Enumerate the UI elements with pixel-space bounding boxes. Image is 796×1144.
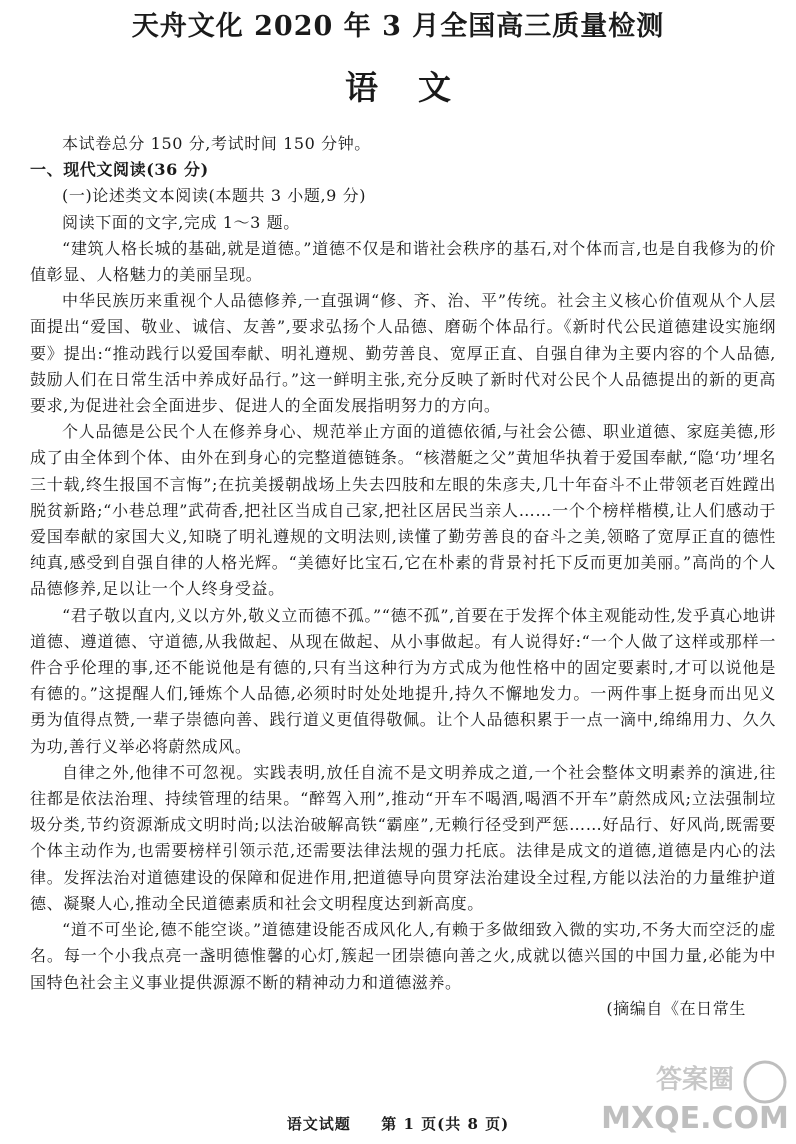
watermark-logo xyxy=(600,1052,790,1138)
footer-label: 语文试题 xyxy=(286,1115,351,1133)
watermark-graphic xyxy=(600,1052,790,1138)
paragraph: “道不可坐论,德不能空谈。”道德建设能否成风化人,有赖于多做细致入微的实功,不务大而空泛的虚名。每一个小我点亮一盏明德惟馨的心灯,簇起一团崇德向善之火,成就以德兴国的中国力量,必能为中国特色社会主义事业提供源源不断的精神动力和道德滋养。 xyxy=(30,920,776,992)
paragraph: 自律之外,他律不可忽视。实践表明,放任自流不是文明养成之道,一个社会整体文明素养的演进,往往都是依法治理、持续管理的结果。“醉驾入刑”,推动“开车不喝酒,喝酒不开车”蔚然成风;立法强制垃圾分类,节约资源渐成文明时尚;以法治破解高铁“霸座”,无赖行径受到严惩……好品行、好风尚,既需要个体主动作为,也需要榜样引领示范,还需要法律法规的强力托底。法律是成文的道德,道德是内心的法律。发挥法治对道德建设的保障和促进作用,把道德导向贯穿法治建设全过程,方能以法治的力量维护道德、凝聚人心,推动全民道德素质和社会文明程度达到新高度。 xyxy=(30,762,776,913)
subject-title: 语文 xyxy=(345,68,491,107)
paragraph: “建筑人格长城的基础,就是道德。”道德不仅是和谐社会秩序的基石,对个体而言,也是自我修为的价值彰显、人格魅力的美丽呈现。 xyxy=(30,238,776,285)
watermark-circle-icon xyxy=(745,1062,785,1102)
watermark-text: MXQE.COM xyxy=(601,1101,789,1136)
exam-body xyxy=(30,131,776,1022)
exam-title: 天舟文化 2020 年 3 月全国高三质量检测 xyxy=(131,11,665,42)
paragraph: 中华民族历来重视个人品德修养,一直强调“修、齐、治、平”传统。社会主义核心价值观从个人层面提出“爱国、敬业、诚信、友善”,要求弘扬个人品德、磨砺个体品行。《新时代公民道德建设实施纲要》提出:“推动践行以爱国奉献、明礼遵规、勤劳善良、宽厚正直、自强自律为主要内容的个人品德,鼓励人们在日常生活中养成好品行。”这一鲜明主张,充分反映了新时代对公民个人品德提出的新的更高要求,为促进社会全面进步、促进人的全面发展指明努力的方向。 xyxy=(30,291,776,416)
reading-instruction: 阅读下面的文字,完成 1～3 题。 xyxy=(62,212,300,232)
footer-page-number: 第 1 页(共 8 页) xyxy=(381,1115,510,1133)
subsection-heading: (一)论述类文本阅读(本题共 3 小题,9 分) xyxy=(62,186,367,206)
section-heading: 一、现代文阅读(36 分) xyxy=(30,160,209,180)
paragraph: 个人品德是公民个人在修养身心、规范举止方面的道德依循,与社会公德、职业道德、家庭美德,形成了由全体到个体、由外在到身心的完整道德链条。“核潜艇之父”黄旭华执着于爱国奉献,“隐‘功’埋名三十载,终生报国不言悔”;在抗美援朝战场上失去四肢和左眼的朱彦夫,几十年奋斗不止带领老百姓蹚出脱贫新路;“小巷总理”武荷香,把社区当成自己家,把社区居民当亲人……一个个榜样楷模,让人们感动于爱国奉献的家国大义,知晓了明礼遵规的文明法则,读懂了勤劳善良的奋斗之美,领略了宽厚正直的德性纯真,感受到自强自律的人格光辉。“美德好比宝石,它在朴素的背景衬托下反而更加美丽。”高尚的个人品德修养,足以让一个人终身受益。 xyxy=(30,422,776,599)
exam-intro: 本试卷总分 150 分,考试时间 150 分钟。 xyxy=(62,134,371,153)
paragraph: “君子敬以直内,义以方外,敬义立而德不孤。”“德不孤”,首要在于发挥个体主观能动性,发乎真心地讲道德、遵道德、守道德,从我做起、从现在做起、从小事做起。有人说得好:“一个人做了这样或那样一件合乎伦理的事,还不能说他是有德的,只有当这种行为方式成为他性格中的固定要素时,才可以说他是有德的。”这提醒人们,锤炼个人品德,必须时时处处地提升,持久不懈地发力。一两件事上挺身而出见义勇为值得点赞,一辈子崇德向善、践行道义更值得敬佩。让个人品德积累于一点一滴中,绵绵用力、久久为功,善行义举必将蔚然成风。 xyxy=(30,605,776,756)
watermark-small-text: 答案圈 xyxy=(655,1065,735,1095)
source-citation: (摘编自《在日常生 xyxy=(606,998,746,1018)
